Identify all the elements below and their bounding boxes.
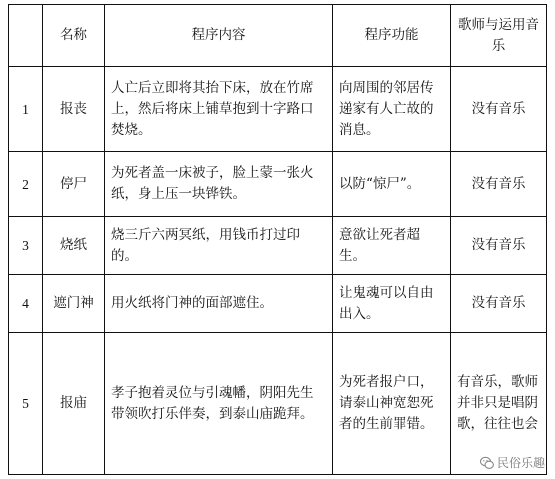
row-name: 报庙 <box>43 333 105 475</box>
header-function: 程序功能 <box>333 5 451 67</box>
row-music: 有音乐，歌师并非只是唱阴歌，往往也会 <box>451 333 547 475</box>
header-name: 名称 <box>43 5 105 67</box>
row-music: 没有音乐 <box>451 217 547 275</box>
row-function: 向周围的邻居传递家有人亡故的消息。 <box>333 67 451 152</box>
watermark-text: 民俗乐趣 <box>496 456 545 470</box>
row-music: 没有音乐 <box>451 67 547 152</box>
row-index: 2 <box>9 152 43 217</box>
row-content: 人亡后立即将其抬下床，放在竹席上，然后将床上铺草抱到十字路口焚烧。 <box>105 67 333 152</box>
header-music: 歌师与运用音乐 <box>451 5 547 67</box>
row-content: 孝子抱着灵位与引魂幡，阴阳先生带领吹打乐伴奏，到泰山庙跪拜。 <box>105 333 333 475</box>
row-index: 3 <box>9 217 43 275</box>
row-music: 没有音乐 <box>451 152 547 217</box>
row-content: 用火纸将门神的面部遮住。 <box>105 275 333 333</box>
row-index: 4 <box>9 275 43 333</box>
header-content: 程序内容 <box>105 5 333 67</box>
header-index <box>9 5 43 67</box>
row-name: 报丧 <box>43 67 105 152</box>
row-function: 以防“惊尸”。 <box>333 152 451 217</box>
row-content: 烧三斤六两冥纸，用钱币打过印的。 <box>105 217 333 275</box>
row-function: 让鬼魂可以自由出入。 <box>333 275 451 333</box>
table-row <box>9 333 547 475</box>
table-row <box>9 152 547 217</box>
wechat-icon <box>480 456 494 470</box>
row-function: 意欲让死者超生。 <box>333 217 451 275</box>
row-function: 为死者报户口，请泰山神宽恕死者的生前罪错。 <box>333 333 451 475</box>
table-row <box>9 217 547 275</box>
row-index: 1 <box>9 67 43 152</box>
row-music: 没有音乐 <box>451 275 547 333</box>
table-row <box>9 67 547 152</box>
table-header-row <box>9 5 547 67</box>
row-name: 遮门神 <box>43 275 105 333</box>
funeral-procedure-table <box>8 4 547 475</box>
watermark <box>480 454 545 471</box>
row-content: 为死者盖一床被子，脸上蒙一张火纸，身上压一块铧铁。 <box>105 152 333 217</box>
row-name: 停尸 <box>43 152 105 217</box>
table-row <box>9 275 547 333</box>
row-name: 烧纸 <box>43 217 105 275</box>
row-index: 5 <box>9 333 43 475</box>
